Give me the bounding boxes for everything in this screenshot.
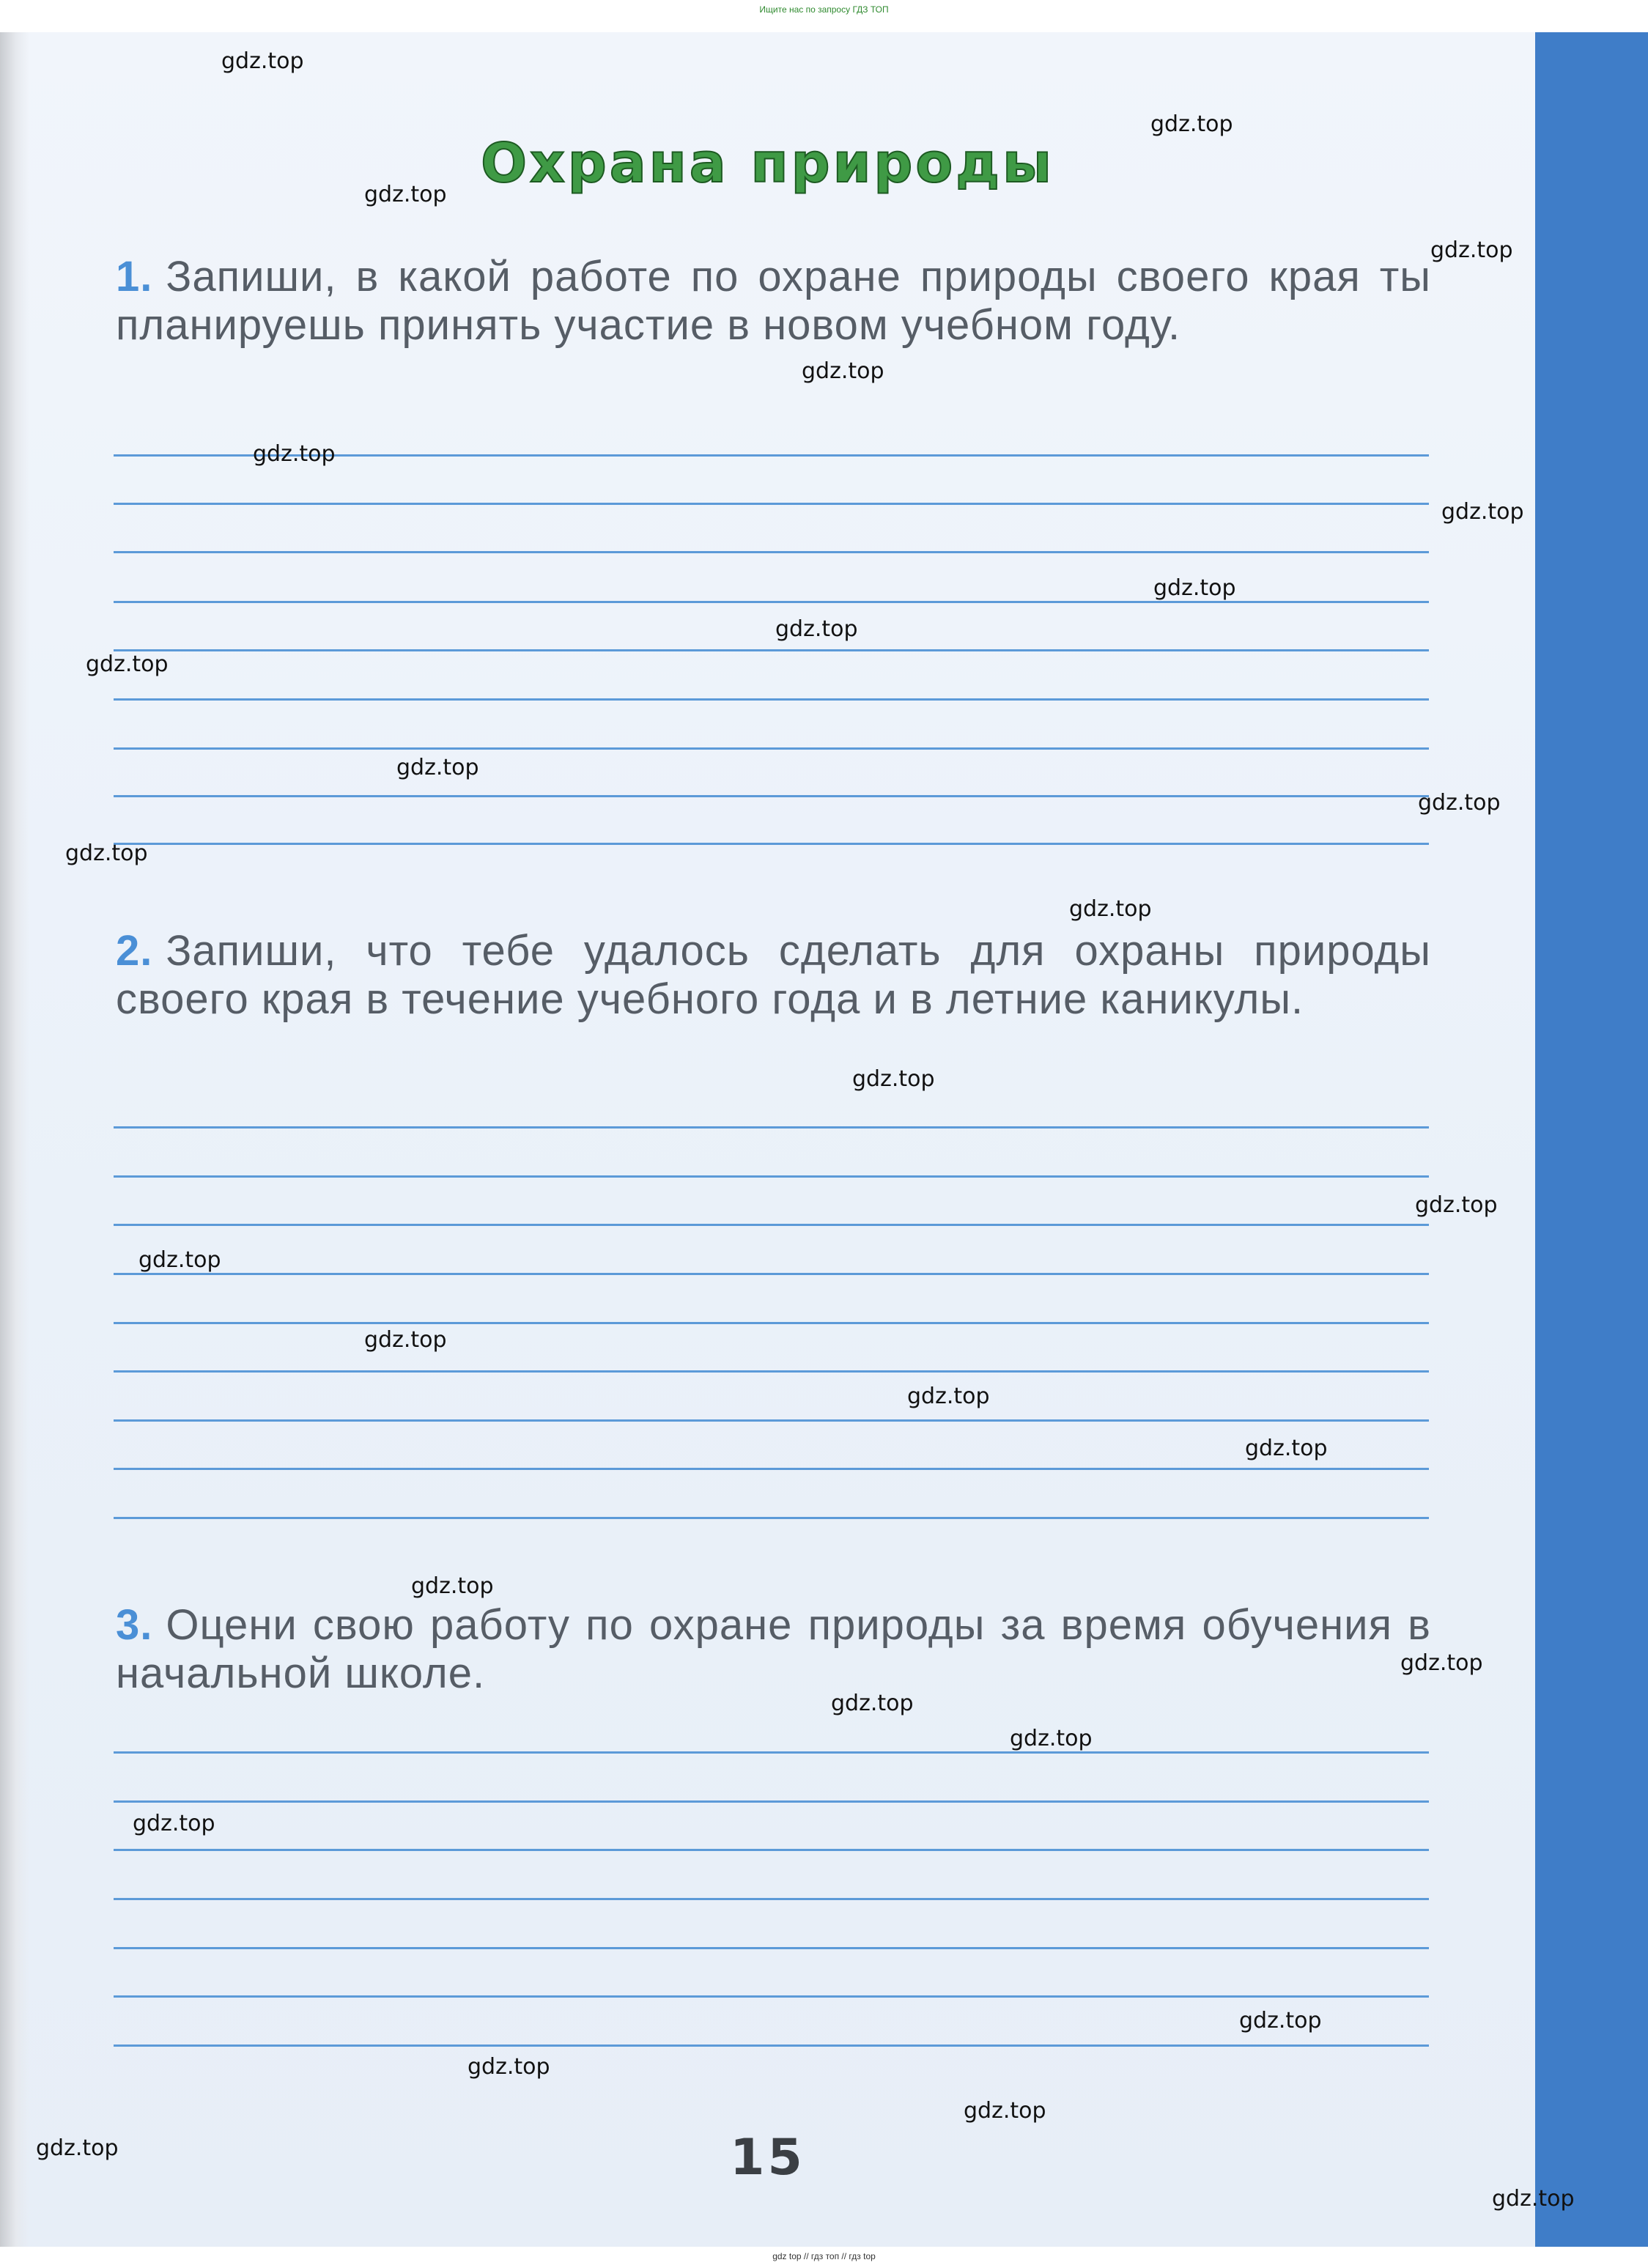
task-3-text: Оцени свою работу по охране природы за время обучения в начальной школе. [116, 1601, 1431, 1697]
side-color-stripe [1535, 32, 1648, 2247]
watermark: gdz.top [364, 182, 447, 207]
page-title: Охрана природы [481, 132, 1054, 195]
watermark: gdz.top [1239, 2008, 1322, 2034]
task-2-text: Запиши, что тебе удалось сделать для охраны природы своего края в течение учебного года и в летние каникулы. [116, 927, 1431, 1023]
watermark: gdz.top [364, 1327, 447, 1353]
header-note: Ищите нас по запросу ГДЗ ТОП [759, 4, 889, 15]
watermark: gdz.top [1245, 1436, 1328, 1461]
watermark: gdz.top [802, 358, 884, 384]
answer-line[interactable] [114, 649, 1429, 651]
answer-line[interactable] [114, 1273, 1429, 1275]
answer-line[interactable] [114, 601, 1429, 603]
task-2-number: 2. [116, 927, 153, 975]
answer-line[interactable] [114, 1126, 1429, 1129]
watermark: gdz.top [86, 651, 169, 677]
watermark: gdz.top [907, 1384, 990, 1409]
answer-line[interactable] [114, 1468, 1429, 1470]
watermark: gdz.top [396, 755, 479, 780]
answer-line[interactable] [114, 1898, 1429, 1900]
watermark: gdz.top [138, 1247, 221, 1273]
watermark: gdz.top [1418, 790, 1501, 816]
watermark: gdz.top [1492, 2186, 1575, 2212]
watermark: gdz.top [1400, 1650, 1483, 1676]
watermark: gdz.top [775, 616, 858, 642]
answer-line[interactable] [114, 1224, 1429, 1226]
answer-line[interactable] [114, 795, 1429, 797]
answer-line[interactable] [114, 1751, 1429, 1754]
answer-line[interactable] [114, 843, 1429, 845]
answer-line[interactable] [114, 1947, 1429, 1949]
watermark: gdz.top [1150, 111, 1233, 137]
watermark: gdz.top [65, 841, 148, 866]
watermark: gdz.top [852, 1066, 935, 1092]
answer-line[interactable] [114, 1419, 1429, 1422]
watermark: gdz.top [36, 2135, 119, 2161]
answer-line[interactable] [114, 698, 1429, 701]
answer-line[interactable] [114, 1995, 1429, 1998]
task-1-number: 1. [116, 253, 153, 300]
watermark: gdz.top [411, 1573, 494, 1599]
watermark: gdz.top [133, 1811, 215, 1836]
watermark: gdz.top [1153, 575, 1236, 601]
answer-line[interactable] [114, 1849, 1429, 1851]
watermark: gdz.top [1441, 499, 1524, 525]
watermark: gdz.top [468, 2054, 550, 2080]
answer-line[interactable] [114, 551, 1429, 553]
answer-line[interactable] [114, 1175, 1429, 1178]
answer-line[interactable] [114, 503, 1429, 505]
task-3 [116, 1601, 1431, 1698]
answer-line[interactable] [114, 2044, 1429, 2047]
task-2 [116, 927, 1431, 1024]
task-1 [116, 253, 1431, 350]
answer-line[interactable] [114, 747, 1429, 750]
page-number: 15 [730, 2129, 805, 2187]
workbook-page [0, 32, 1535, 2247]
task-3-number: 3. [116, 1601, 153, 1649]
watermark: gdz.top [1430, 237, 1513, 263]
watermark: gdz.top [1415, 1192, 1498, 1218]
watermark: gdz.top [1069, 896, 1152, 922]
watermark: gdz.top [1010, 1726, 1093, 1751]
answer-line[interactable] [114, 1322, 1429, 1324]
answer-line[interactable] [114, 1370, 1429, 1373]
task-1-text: Запиши, в какой работе по охране природы своего края ты планируешь принять участие в новом учебном году. [116, 253, 1431, 349]
answer-line[interactable] [114, 1800, 1429, 1803]
watermark: gdz.top [831, 1691, 914, 1716]
watermark: gdz.top [253, 441, 336, 467]
watermark: gdz.top [221, 48, 304, 74]
watermark: gdz.top [964, 2098, 1046, 2124]
answer-line[interactable] [114, 1517, 1429, 1519]
page-binding-shadow [0, 32, 29, 2247]
footer-note: gdz top // гдз топ // гдз top [772, 2251, 876, 2261]
